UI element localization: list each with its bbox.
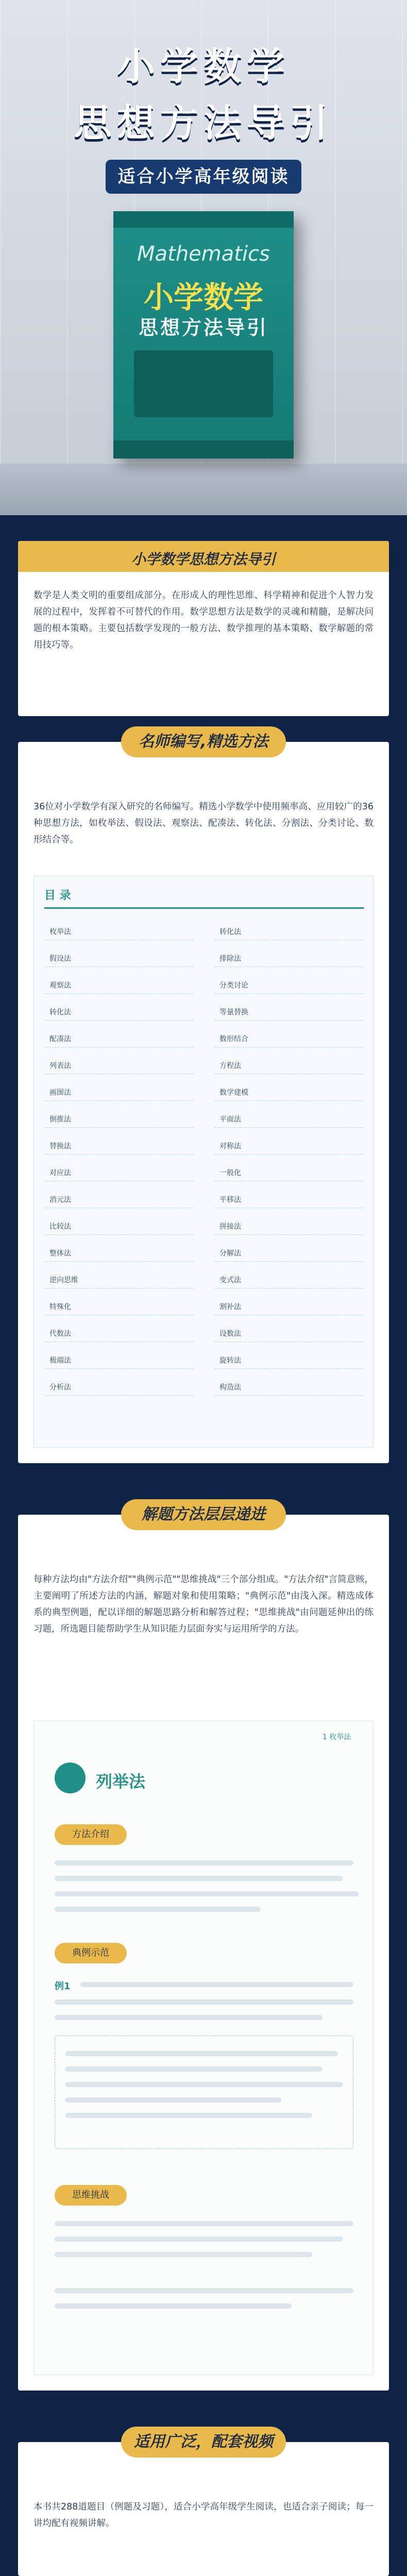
toc-item-label: 转化法 [219,928,241,936]
toc-item [44,1271,194,1289]
intro-body: 数学是人类文明的重要组成部分。在形成人的理性思维、科学精神和促进个人智力发展的过程中，发挥着不可替代的作用。数学思想方法是数学的灵魂和精髓，是解决问题的根本策略。主要包括数学发现的一般方法、数学推理的基本策略、数学解题的常用技巧等。 [33,590,374,650]
toc-item-label: 对称法 [219,1142,241,1150]
toc-item [214,976,364,994]
toc-item [214,923,364,940]
toc-item [44,1378,194,1396]
toc-item [44,1351,194,1369]
intro-heading: 小学数学思想方法导引 [131,551,276,568]
hero-title-line2: 思想方法导引 [74,101,333,145]
toc-item-label: 等量替换 [219,1008,248,1016]
toc-item [44,1325,194,1342]
toc-item-label: 对应法 [49,1169,71,1177]
toc-item-label: 平面法 [219,1115,241,1124]
toc-item-label: 变式法 [219,1276,241,1284]
book-cover-subtitle: 思想方法导引 [138,316,268,339]
section2-heading: 解题方法层层递进 [121,1499,286,1530]
toc-item [44,1057,194,1074]
toc-item [214,1378,364,1396]
toc-item-label: 排除法 [219,955,241,963]
toc-item-label: 平移法 [219,1196,241,1204]
toc-item-label: 消元法 [49,1196,71,1204]
toc-item [214,1083,364,1101]
section3-body: 本书共288道题目（例题及习题），适合小学高年级学生阅读，也适合亲子阅读；每一讲均配有视频讲解。 [33,2502,374,2529]
book-cover-title: 小学数学 [143,280,263,315]
intro-panel [18,541,389,716]
toc-item-label: 假设法 [49,955,71,963]
toc-item-label: 分析法 [49,1383,71,1392]
toc-item [214,950,364,967]
toc-item [214,1191,364,1208]
toc-item-label: 分解法 [219,1249,241,1258]
toc-item [44,950,194,967]
toc-item-label: 配凑法 [49,1035,71,1043]
toc-item [214,1003,364,1021]
sample-page-preview [33,1721,374,2375]
section3-heading: 适用广泛，配套视频 [121,2427,286,2458]
toc-item-label: 观察法 [49,981,71,990]
preview-tag-example: 典例示范 [55,1943,127,1963]
toc-item-label: 极端法 [49,1357,71,1365]
toc-item-label: 割补法 [219,1303,241,1311]
toc-item [214,1137,364,1155]
toc-item-label: 分类讨论 [219,981,248,990]
toc-item-label: 数形结合 [219,1035,248,1043]
hero-banner [0,0,407,515]
preview-example-label: 例1 [55,1981,71,1992]
toc-item-label: 逆向思维 [49,1276,78,1284]
toc-item-label: 拼接法 [219,1223,241,1231]
toc-item-label: 数学建模 [219,1089,248,1097]
toc-preview [33,876,374,1448]
section-features-panel [18,742,389,1463]
preview-tag-challenge: 思维挑战 [55,2185,127,2206]
toc-item [44,1030,194,1047]
section-video-panel [18,2442,389,2576]
toc-left-column [44,923,194,1428]
toc-item [214,1351,364,1369]
toc-item [214,1110,364,1128]
toc-item [44,1298,194,1315]
hero-tagline: 适合小学高年级阅读 [106,160,301,194]
toc-right-column [214,923,364,1428]
toc-item [44,1110,194,1128]
toc-item-label: 设数法 [219,1330,241,1338]
toc-item [44,1191,194,1208]
toc-item [44,1244,194,1262]
book-cover-image [113,211,294,459]
toc-item [44,1083,194,1101]
toc-item [214,1030,364,1047]
toc-item-label: 整体法 [49,1249,71,1258]
toc-item [214,1298,364,1315]
toc-item-label: 构造法 [219,1383,241,1392]
preview-tag-intro: 方法介绍 [55,1824,127,1845]
toc-item-label: 转化法 [49,1008,71,1016]
toc-item [214,1057,364,1074]
preview-title: 列举法 [96,1772,146,1791]
toc-item [214,1271,364,1289]
toc-item [214,1244,364,1262]
toc-item-label: 方程法 [219,1062,241,1070]
toc-item [44,976,194,994]
toc-title: 目 录 [44,889,71,902]
book-cover-english-title: Mathematics [137,242,270,266]
toc-item-label: 枚举法 [49,928,71,936]
toc-item-label: 旋转法 [219,1357,241,1365]
toc-item-label: 特殊化 [49,1303,71,1311]
toc-item-label: 一般化 [219,1169,241,1177]
toc-item [44,1164,194,1181]
section-method-panel [18,1515,389,2391]
preview-chapter: 1 枚举法 [323,1733,351,1741]
section1-heading: 名师编写,精选方法 [121,726,286,757]
toc-item [214,1164,364,1181]
toc-item [214,1325,364,1342]
section2-body: 每种方法均由"方法介绍""典例示范""思维挑战"三个部分组成。"方法介绍"言简意赅，主要阐明了所述方法的内涵，解题对象和使用策略；"典例示范"由浅入深。精选成体系的典型例题，配以详细的解题思路分析和解答过程；"思维挑战"由问题延伸出的练习题，所选题目能帮助学生从知识能力层面夯实与运用所学的方法。 [33,1574,374,1634]
toc-item-label: 代数法 [49,1330,71,1338]
toc-item-label: 列表法 [49,1062,71,1070]
section1-body: 36位对小学数学有深入研究的名师编写。精选小学数学中使用频率高、应用较广的36种思想方法，如枚举法、假设法、观察法、配凑法、转化法、分割法、分类讨论、数形结合等。 [33,802,374,845]
toc-item-label: 比较法 [49,1223,71,1231]
toc-item-label: 画图法 [49,1089,71,1097]
toc-item [44,923,194,940]
toc-item [214,1217,364,1235]
toc-item [44,1217,194,1235]
hero-title-line1: 小学数学 [117,44,290,89]
toc-item [44,1137,194,1155]
toc-item-label: 倒推法 [49,1115,71,1124]
toc-item [44,1003,194,1021]
toc-item-label: 替换法 [49,1142,71,1150]
hero-shelf [0,464,407,515]
